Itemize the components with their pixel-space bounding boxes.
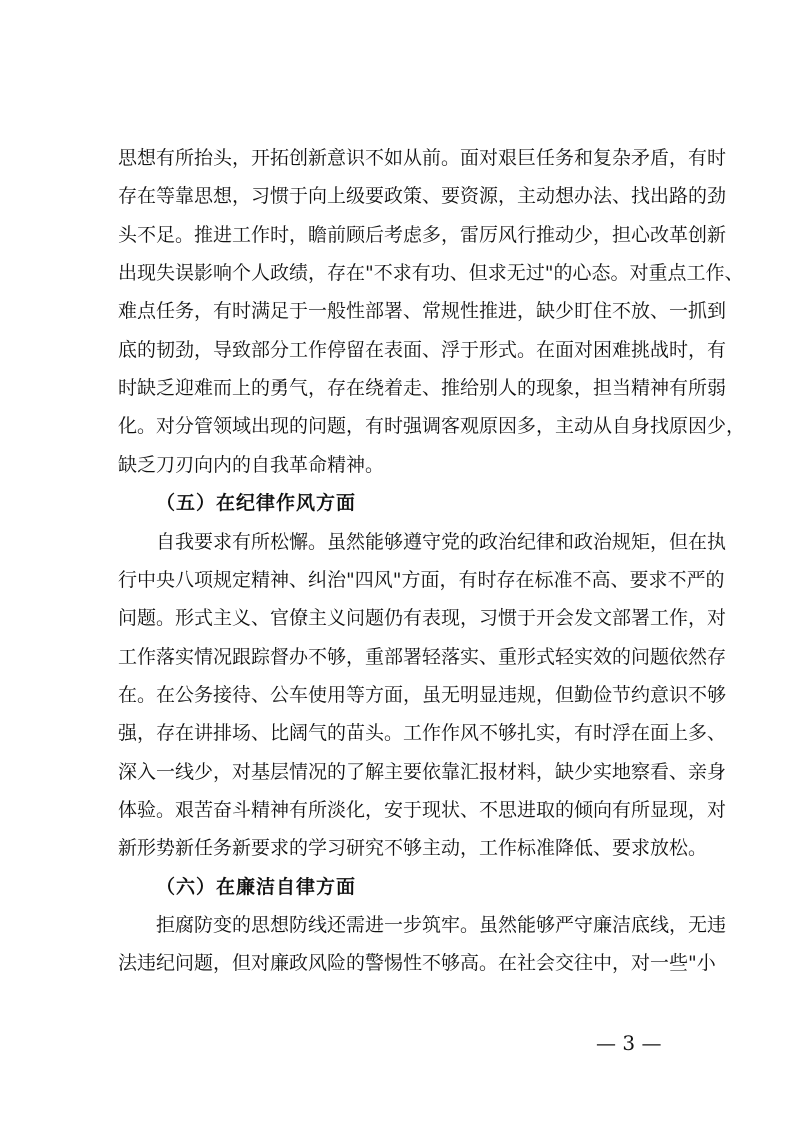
text-line: 存在等靠思想，习惯于向上级要政策、要资源，主动想办法、找出路的劲 [118,185,727,208]
text-line: 思想有所抬头，开拓创新意识不如从前。面对艰巨任务和复杂矛盾，有时 [118,147,727,169]
text-line: 行中央八项规定精神、纠治"四风"方面，有时存在标准不高、要求不严的 [118,568,725,591]
section-heading: （六）在廉洁自律方面 [156,875,357,898]
section-heading: （五）在纪律作风方面 [156,492,357,515]
text-line: 难点任务，有时满足于一般性部署、常规性推进，缺少盯住不放、一抓到 [118,300,727,323]
text-line: 体验。艰苦奋斗精神有所淡化，安于现状、不思进取的倾向有所显现，对 [118,798,727,821]
page-number: — 3 — [596,1031,662,1055]
text-line: 问题。形式主义、官僚主义问题仍有表现，习惯于开会发文部署工作，对 [118,607,727,630]
text-line: 强，存在讲排场、比阔气的苗头。工作作风不够扎实，有时浮在面上多、 [118,722,727,745]
text-line: 工作落实情况跟踪督办不够，重部署轻落实、重形式轻实效的问题依然存 [118,645,727,668]
text-line: 拒腐防变的思想防线还需进一步筑牢。虽然能够严守廉洁底线，无违 [156,914,727,936]
text-line: 新形势新任务新要求的学习研究不够主动，工作标准降低、要求放松。 [118,837,708,860]
text-line: 自我要求有所松懈。虽然能够遵守党的政治纪律和政治规矩，但在执 [156,530,727,553]
text-line: 深入一线少，对基层情况的了解主要依靠汇报材料，缺少实地察看、亲身 [118,760,727,783]
text-line: 头不足。推进工作时，瞻前顾后考虑多，雷厉风行推动少，担心改革创新 [118,223,727,246]
text-line: 法违纪问题，但对廉政风险的警惕性不够高。在社会交往中，对一些"小 [118,952,716,975]
text-line: 底的韧劲，导致部分工作停留在表面、浮于形式。在面对困难挑战时，有 [118,338,727,361]
text-line: 出现失误影响个人政绩，存在"不求有功、但求无过"的心态。对重点工作、 [118,262,744,285]
text-line: 化。对分管领域出现的问题，有时强调客观原因多，主动从自身找原因少， [118,415,746,438]
text-line: 时缺乏迎难而上的勇气，存在绕着走、推给别人的现象，担当精神有所弱 [118,377,727,400]
text-line: 在。在公务接待、公车使用等方面，虽无明显违规，但勤俭节约意识不够 [118,683,727,706]
text-line: 缺乏刀刃向内的自我革命精神。 [118,453,385,476]
